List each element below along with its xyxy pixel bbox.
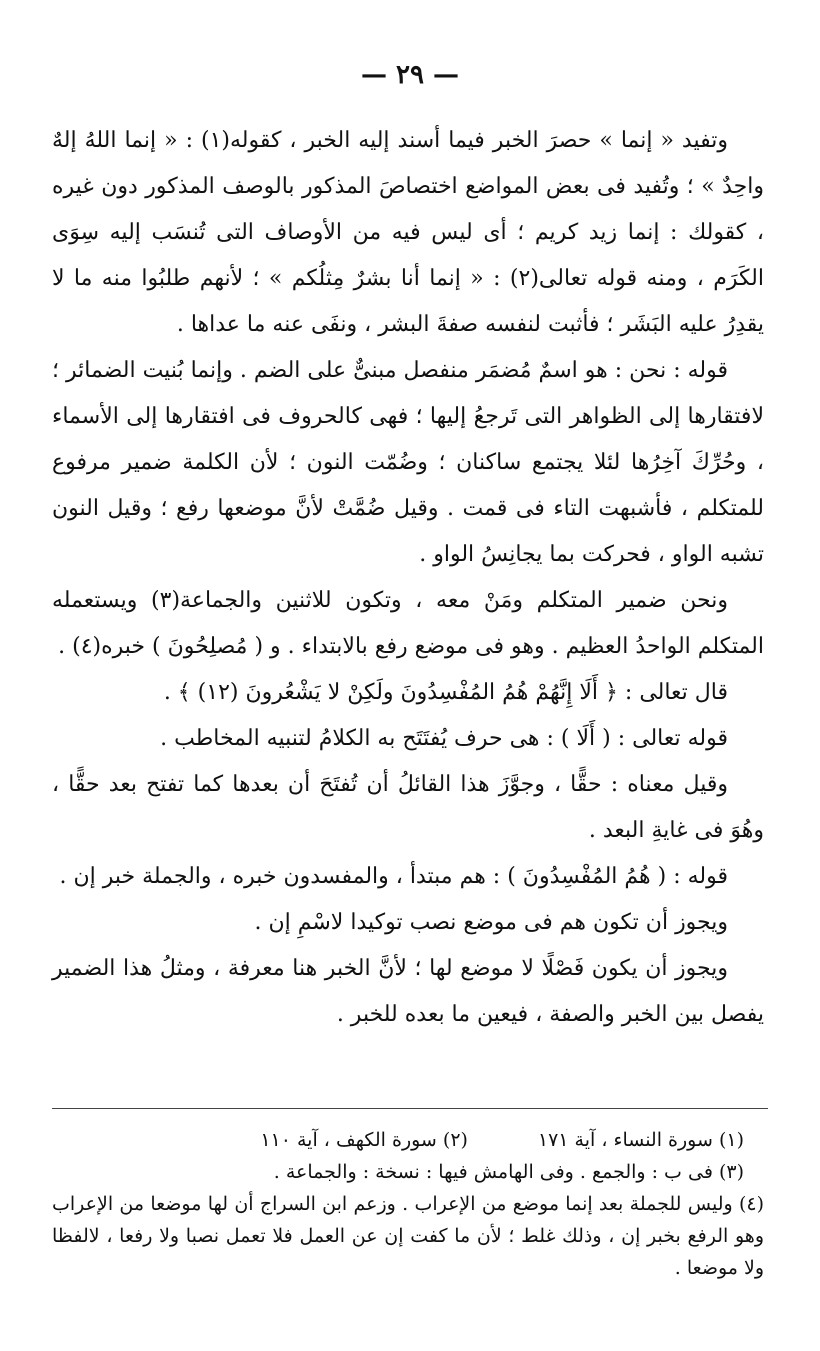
main-text [52,118,764,1038]
paragraph-tawkid: ويجوز أن تكون هم فى موضع نصب توكيدا لاسْمِ إن . [254,910,728,935]
footnotes [52,1124,764,1284]
paragraph-fasl: ويجوز أن يكون فَصْلًا لا موضع لها ؛ لأنَّ الخبر هنا معرفة ، ومثلُ هذا الضمير يفصل بين الخبر والصفة ، فيعين ما بعده للخبر . [52,956,764,1027]
footnote-divider [52,1108,768,1109]
paragraph-verse-12: قال تعالى : ﴿ أَلَا إِنَّهُمْ هُمُ المُفْسِدُونَ ولَكِنْ لا يَشْعُرونَ (١٢) ﴾ . [163,680,728,705]
footnote-1: (١) سورة النساء ، آية ١٧١ [537,1129,744,1151]
page-number: — ٢٩ — [360,60,460,90]
footnote-2: (٢) سورة الكهف ، آية ١١٠ [260,1129,468,1151]
paragraph-mufsidun: قوله : ( هُمُ المُفْسِدُونَ ) : هم مبتدأ ، والمفسدون خبره ، والجملة خبر إن . [59,864,728,889]
paragraph-ala: قوله تعالى : ( أَلَا ) : هى حرف يُفتَتَح به الكلامُ لتنبيه المخاطب . [160,726,728,751]
footnote-row-1 [52,1124,764,1156]
paragraph-nahnu: قوله : نحن : هو اسمٌ مُضمَر منفصل مبنىٌّ على الضم . وإنما بُنيت الضمائر ؛ لافتقارها إلى الظواهر التى تَرجعُ إليها ؛ فهى كالحروف فى افتقارها إلى الأسماء ، وحُرِّكَ آخِرُها لئلا يجتمع ساكنان ؛ وضُمّت النون ؛ لأن الكلمة ضمير مرفوع للمتكلم ، فأشبهت التاء فى قمت . وقيل ضُمَّتْ لأنَّ موضعها رفع ؛ وقيل النون تشبه الواو ، فحركت بما يجانِسُ الواو . [52,358,764,567]
paragraph-nahnu-usage: ونحن ضمير المتكلم ومَنْ معه ، وتكون للاثنين والجماعة(٣) ويستعمله المتكلم الواحدُ العظيم . وهو فى موضع رفع بالابتداء . و ( مُصلِحُونَ ) خبره(٤) . [52,588,764,659]
footnote-3: (٣) فى ب : والجمع . وفى الهامش فيها : نسخة : والجماعة . [273,1161,744,1183]
footnote-4: (٤) وليس للجملة بعد إنما موضع من الإعراب . وزعم ابن السراج أن لها موضعا من الإعراب وهو الرفع بخبر إن ، وذلك غلط ؛ لأن ما كفت إن عن العمل فلا تعمل نصبا ولا رفعا ، لالفظا ولا موضعا . [52,1193,764,1279]
paragraph-haqqan: وقيل معناه : حقًّا ، وجوَّزَ هذا القائلُ أن تُفتَحَ أن بعدها كما تفتح بعد حقًّا ، وهُوَ فى غايةِ البعد . [52,772,764,843]
paragraph-innama: وتفيد « إنما » حصرَ الخبر فيما أسند إليه الخبر ، كقوله(١) : « إنما اللهُ إلهٌ واحِدٌ » ؛ وتُفيد فى بعض المواضع اختصاصَ المذكور بالوصف المذكور دون غيره ، كقولك : إنما زيد كريم ؛ أى ليس فيه من الأوصاف التى تُنسَب إليه سِوَى الكَرَم ، ومنه قوله تعالى(٢) : « إنما أنا بشرٌ مِثلُكم » ؛ لأنهم طلبُوا منه ما لا يقدِرُ عليه البَشَر ؛ فأثبت لنفسه صفةَ البشر ، ونفَى عنه ما عداها . [52,128,764,337]
